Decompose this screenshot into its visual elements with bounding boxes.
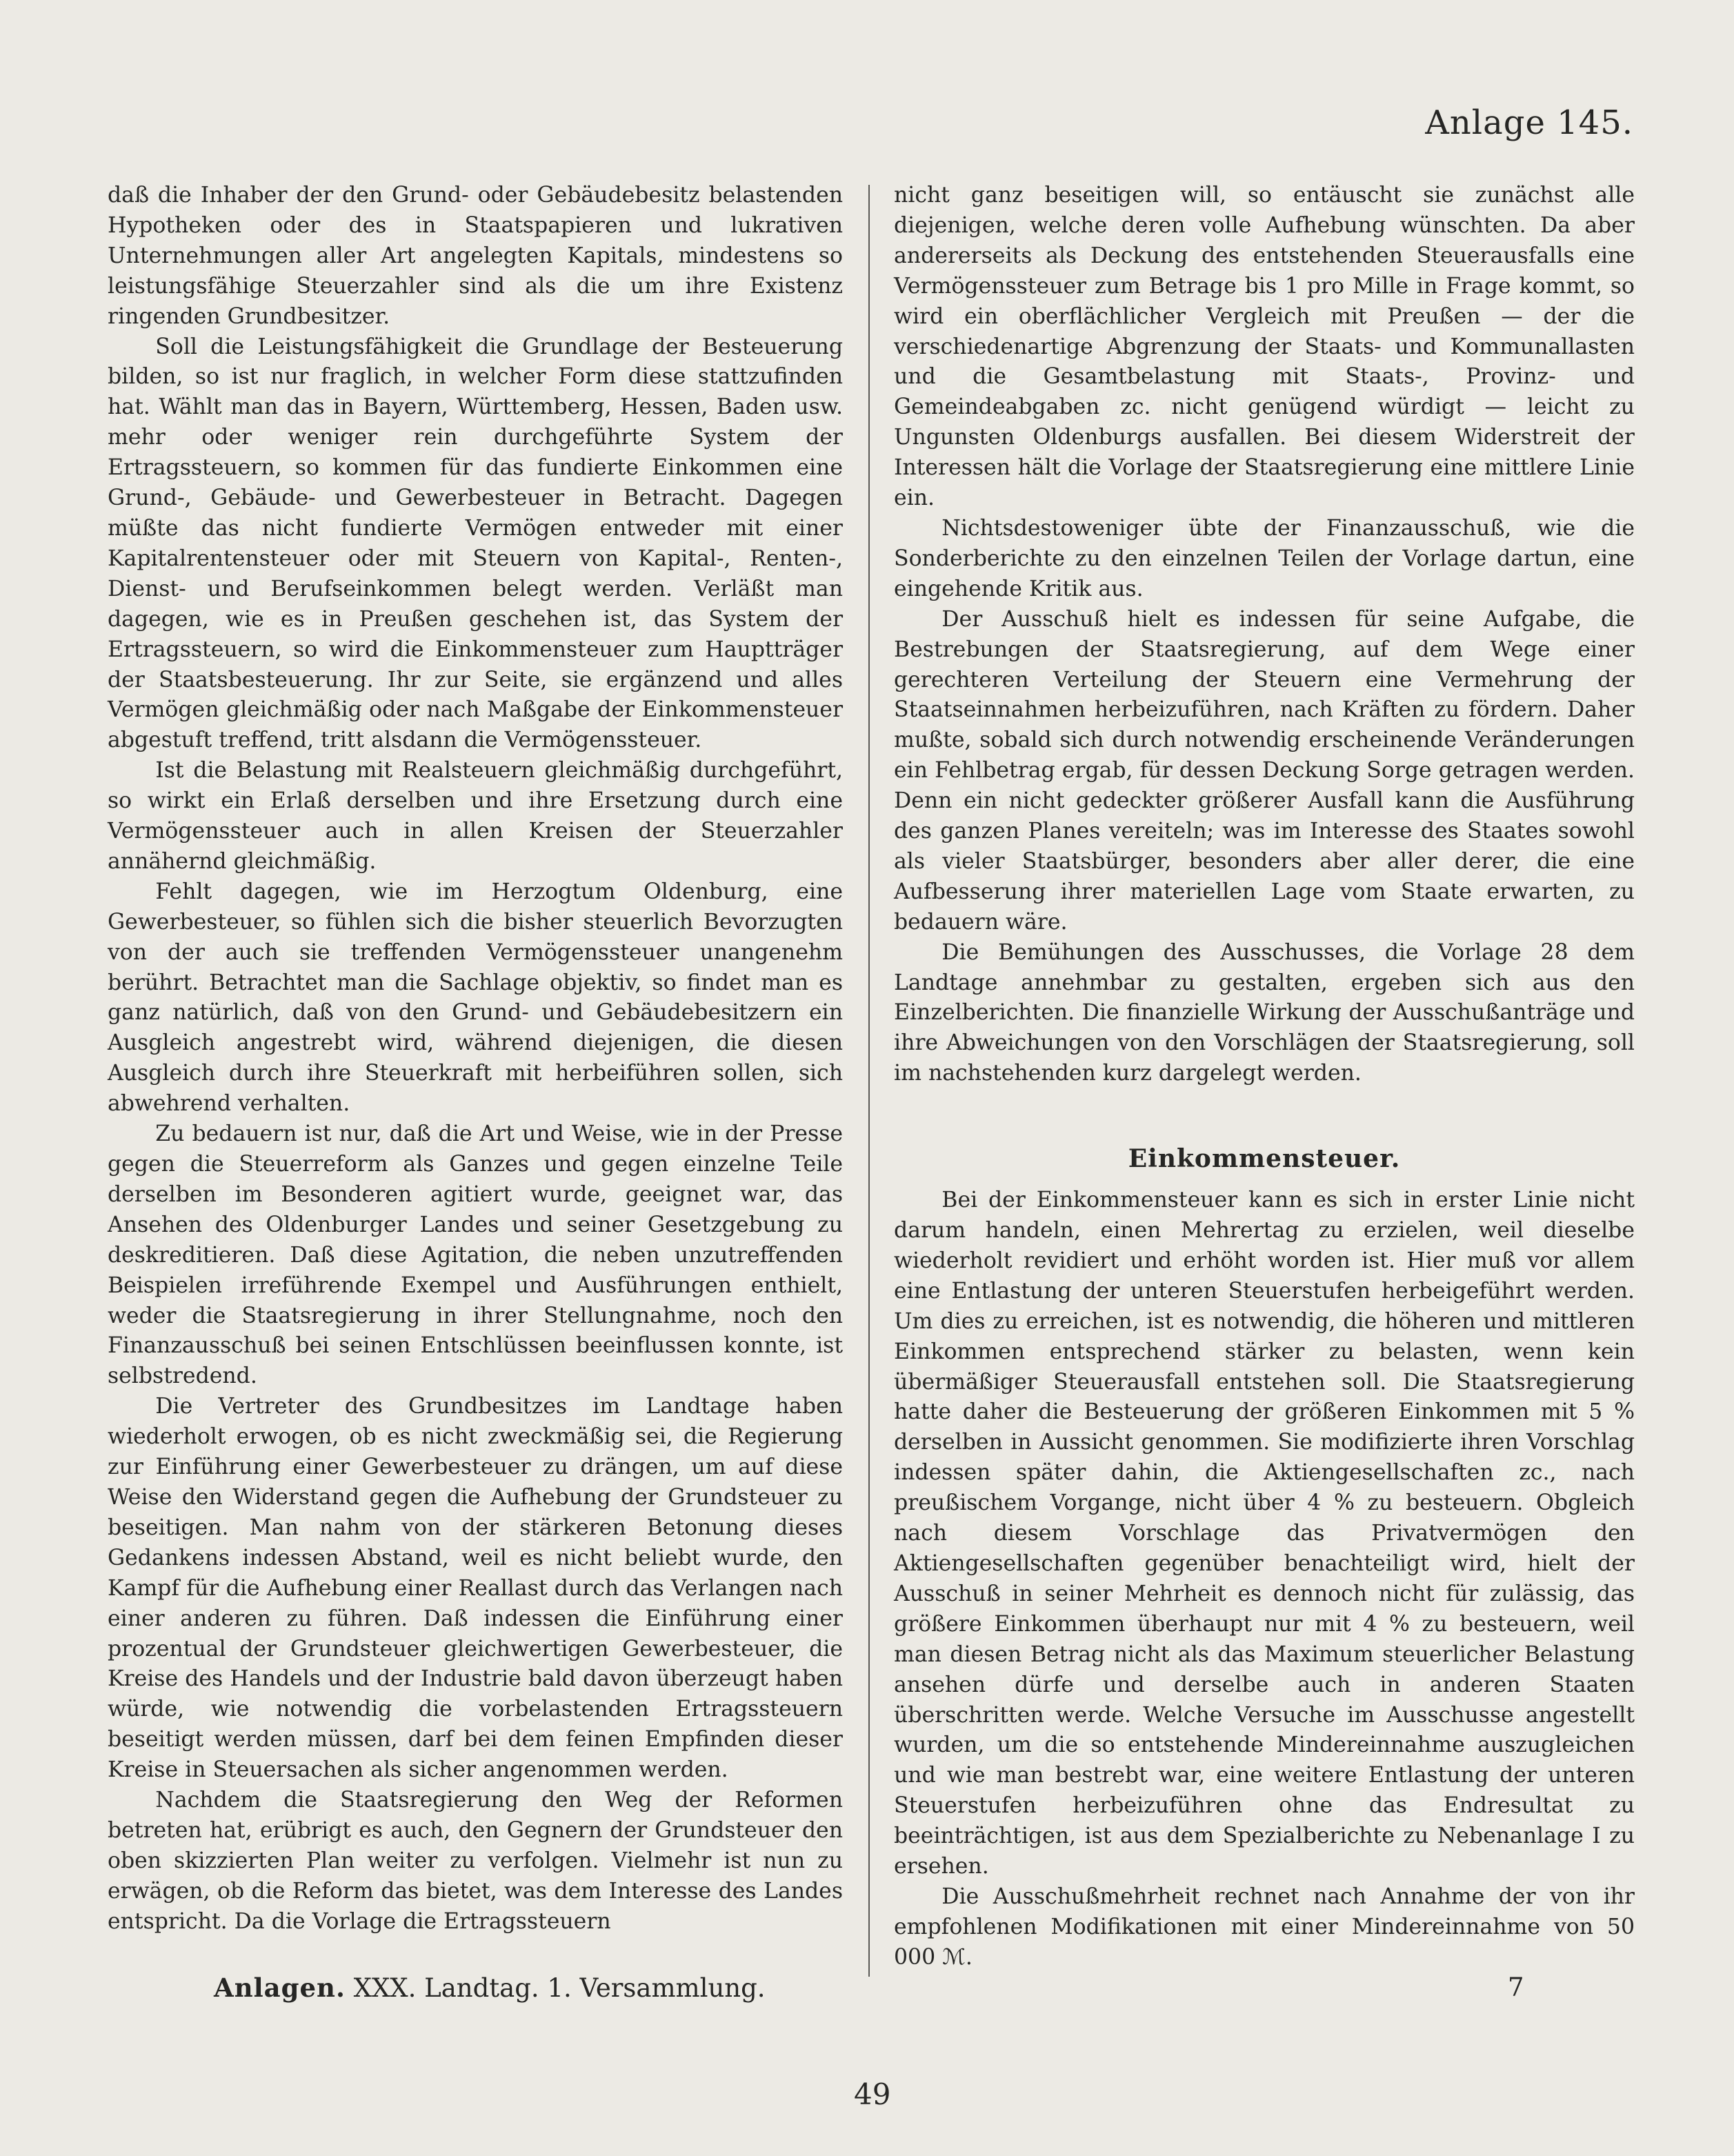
sheet-signature: 7 [1508,1973,1524,2002]
paragraph: Fehlt dagegen, wie im Herzogtum Oldenburg, eine Gewerbesteuer, so fühlen sich die bisher steuerlich Bevorzugten von der auch sie treffenden Vermögenssteuer unangenehm berührt. Betrachtet man die Sachlage objektiv, so findet man es ganz natürlich, daß von den Grund- und Gebäudebesitzern ein Ausgleich angestrebt wird, während diejenigen, die diesen Ausgleich durch ihre Steuerkraft mit herbeiführen sollen, sich abwehrend verhalten. [108,879,843,1117]
paragraph: Nachdem die Staatsregierung den Weg der Reformen betreten hat, erübrigt es auch, den Gegnern der Grundsteuer den oben skizzierten Plan weiter zu verfolgen. Vielmehr ist nun zu erwägen, ob die Reform das bietet, was dem Interesse des Landes entspricht. Da die Vorlage die Ertragssteuern [108,1788,843,1934]
paragraph: Soll die Leistungsfähigkeit die Grundlage der Besteuerung bilden, so ist nur fraglich, in welcher Form diese stattzufinden hat. Wählt man das in Bayern, Württemberg, Hessen, Baden usw. mehr oder weniger rein durchgeführte System der Ertragssteuern, so kommen für das fundierte Einkommen eine Grund-, Gebäude- und Gewerbesteuer in Betracht. Dagegen müßte das nicht fundierte Vermögen entweder mit einer Kapitalrentensteuer oder mit Steuern von Kapital-, Renten-, Dienst- und Berufseinkommen belegt werden. Verläßt man dagegen, wie es in Preußen geschehen ist, das System der Ertragssteuern, so wird die Einkommensteuer zum Hauptträger der Staatsbesteuerung. Ihr zur Seite, sie ergänzend und alles Vermögen gleichmäßig oder nach Maßgabe der Einkommensteuer abgestuft treffend, tritt alsdann die Vermögenssteuer. [108,334,843,753]
column-divider [868,185,870,1977]
right-column [894,181,1635,1973]
paragraph: Die Vertreter des Grundbesitzes im Landtage haben wiederholt erwogen, ob es nicht zweckmäßig sei, die Regierung zur Einführung einer Gewerbesteuer zu drängen, um auf diese Weise den Widerstand gegen die Aufhebung der Grundsteuer zu beseitigen. Man nahm von der stärkeren Betonung dieses Gedankens indessen Abstand, weil es nicht beliebt wurde, den Kampf für die Aufhebung einer Reallast durch das Verlangen nach einer anderen zu führen. Daß indessen die Einführung einer prozentual der Grundsteuer gleichwertigen Gewerbesteuer, die Kreise des Handels und der Industrie bald davon überzeugt haben würde, wie notwendig die vorbelastenden Ertragssteuern beseitigt werden müssen, darf bei dem feinen Empfinden dieser Kreise in Steuersachen als sicher angenommen werden. [108,1394,843,1783]
paragraph: Ist die Belastung mit Realsteuern gleichmäßig durchgeführt, so wirkt ein Erlaß derselben und ihre Ersetzung durch eine Vermögenssteuer auch in allen Kreisen der Steuerzahler annähernd gleichmäßig. [108,758,843,874]
footer-landtag: XXX. Landtag. 1. Versammlung. [353,1973,766,2003]
anlage-number: Anlage 145. [1425,103,1633,142]
page-number: 49 [854,2077,891,2111]
paragraph: Zu bedauern ist nur, daß die Art und Weise, wie in der Presse gegen die Steuerreform als Ganzes und gegen einzelne Teile derselben im Besonderen agitiert wurde, geeignet war, das Ansehen des Oldenburger Landes und seiner Gesetzgebung zu deskreditieren. Daß diese Agitation, die neben unzutreffenden Beispielen irreführende Exempel und Ausführungen enthielt, weder die Staatsregierung in ihrer Stellungnahme, noch den Finanzausschuß bei seinen Entschlüssen beeinflussen konnte, ist selbstredend. [108,1121,843,1389]
left-column [108,181,843,1937]
paragraph: Bei der Einkommensteuer kann es sich in erster Linie nicht darum handeln, einen Mehrertag zu erzielen, weil dieselbe wiederholt revidiert und erhöht worden ist. Hier muß vor allem eine Entlastung der unteren Steuerstufen herbeigeführt werden. Um dies zu erreichen, ist es notwendig, die höheren und mittleren Einkommen entsprechend stärker zu belasten, wenn kein übermäßiger Steuerausfall entstehen soll. Die Staatsregierung hatte daher die Besteuerung der größeren Einkommen mit 5 % derselben in Aussicht genommen. Sie modifizierte ihren Vorschlag indessen später dahin, die Aktiengesellschaften zc., nach preußischem Vorgange, nicht über 4 % zu besteuern. Obgleich nach diesem Vorschlage das Privatvermögen den Aktiengesellschaften gegenüber benachteiligt wird, hielt der Ausschuß in seiner Mehrheit es dennoch nicht für zulässig, das größere Einkommen überhaupt nur mit 4 % zu besteuern, weil man diesen Betrag nicht als das Maximum steuerlicher Belastung ansehen dürfe und derselbe auch in anderen Staaten überschritten werde. Welche Versuche im Ausschusse angestellt wurden, um die so entstehende Mindereinnahme auszugleichen und wie man bestrebt war, eine weitere Entlastung der unteren Steuerstufen herbeizuführen ohne das Endresultat zu beeinträchtigen, ist aus dem Spezialberichte zu Nebenanlage I zu ersehen. [894,1188,1635,1879]
paragraph: Die Bemühungen des Ausschusses, die Vorlage 28 dem Landtage annehmbar zu gestalten, ergeben sich aus den Einzelberichten. Die finanzielle Wirkung der Ausschußanträge und ihre Abweichungen von den Vorschlägen der Staatsregierung, soll im nachstehenden kurz dargelegt werden. [894,939,1635,1086]
footer-anlagen: Anlagen. [214,1973,346,2003]
paragraph: Die Ausschußmehrheit rechnet nach Annahme der von ihr empfohlenen Modifikationen mit einer Mindereinnahme von 50 000 ℳ. [894,1884,1635,1970]
footer-line [214,1973,766,2003]
paragraph: nicht ganz beseitigen will, so entäuscht sie zunächst alle diejenigen, welche deren volle Aufhebung wünschten. Da aber andererseits als Deckung des entstehenden Steuerausfalls eine Vermögenssteuer zum Betrage bis 1 pro Mille in Frage kommt, so wird ein oberflächlicher Vergleich mit Preußen — der die verschiedenartige Abgrenzung der Staats- und Kommunallasten und die Gesamtbelastung mit Staats-, Provinz- und Gemeindeabgaben zc. nicht genügend würdigt — leicht zu Ungunsten Oldenburgs ausfallen. Bei diesem Widerstreit der Interessen hält die Vorlage der Staatsregierung eine mittlere Linie ein. [894,183,1635,511]
paragraph: Nichtsdestoweniger übte der Finanzausschuß, wie die Sonderberichte zu den einzelnen Teilen der Vorlage dartun, eine eingehende Kritik aus. [894,515,1635,601]
paragraph: daß die Inhaber der den Grund- oder Gebäudebesitz belastenden Hypotheken oder des in Staatspapieren und lukrativen Unternehmungen aller Art angelegten Kapitals, mindestens so leistungsfähige Steuerzahler sind als die um ihre Existenz ringenden Grundbesitzer. [108,183,843,329]
section-heading: Einkommensteuer. [1128,1144,1401,1174]
paragraph: Der Ausschuß hielt es indessen für seine Aufgabe, die Bestrebungen der Staatsregierung, auf dem Wege einer gerechteren Verteilung der Steuern eine Vermehrung der Staatseinnahmen herbeizuführen, nach Kräften zu fördern. Daher mußte, sobald sich durch notwendig erscheinende Veränderungen ein Fehlbetrag ergab, für dessen Deckung Sorge getragen werden. Denn ein nicht gedeckter größerer Ausfall kann die Ausführung des ganzen Planes vereiteln; was im Interesse des Staates sowohl als vieler Staatsbürger, besonders aber aller derer, die eine Aufbesserung ihrer materiellen Lage vom Staate erwarten, zu bedauern wäre. [894,606,1635,935]
